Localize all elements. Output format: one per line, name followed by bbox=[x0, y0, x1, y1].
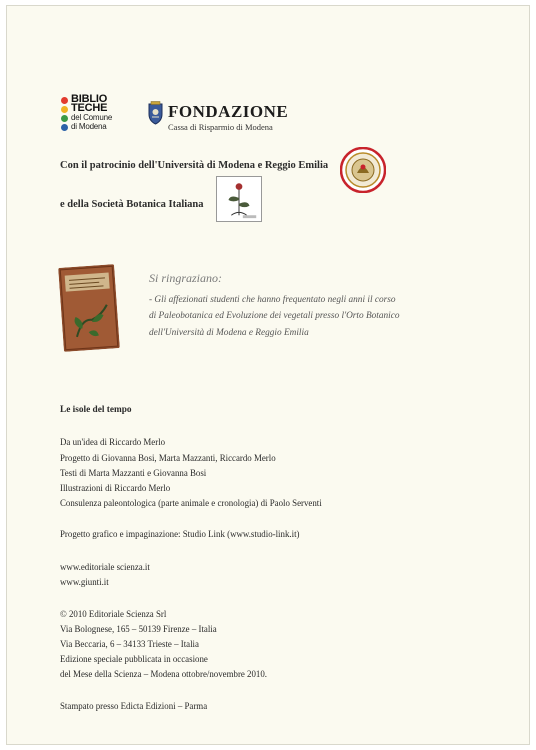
printer-note: Stampato presso Edicta Edizioni – Parma bbox=[60, 701, 208, 711]
book-title: Le isole del tempo bbox=[60, 405, 132, 415]
fondazione-crest-icon bbox=[147, 101, 164, 125]
credit-idea: Da un'idea di Riccardo Merlo bbox=[60, 437, 166, 447]
acknowledgements-line: - Gli affezionati studenti che hanno frequentato negli anni il corso bbox=[149, 295, 396, 305]
botanical-society-logo bbox=[216, 176, 262, 222]
book-cover-image bbox=[58, 264, 120, 352]
biblioteche-line4: di Modena bbox=[71, 122, 107, 131]
biblioteche-line2: TECHE bbox=[71, 102, 108, 114]
biblioteche-dots bbox=[61, 97, 69, 133]
acknowledgements-body bbox=[149, 292, 509, 341]
credit-consulting: Consulenza paleontologica (parte animale e cronologia) di Paolo Serventi bbox=[60, 498, 322, 508]
edition-note-line1: Edizione speciale pubblicata in occasione bbox=[60, 654, 208, 664]
website-editoriale-scienza: www.editoriale scienza.it bbox=[60, 562, 150, 572]
acknowledgements-title: Si ringraziano: bbox=[149, 271, 223, 285]
credit-texts: Testi di Marta Mazzanti e Giovanna Bosi bbox=[60, 468, 207, 478]
copyright-notice: © 2010 Editoriale Scienza Srl bbox=[60, 609, 167, 619]
acknowledgements-line: di Paleobotanica ed Evoluzione dei vegetali presso l'Orto Botanico bbox=[149, 311, 400, 322]
biblioteche-line3: del Comune bbox=[71, 113, 113, 122]
fondazione-title: FONDAZIONE bbox=[168, 102, 289, 121]
acknowledgements-line: dell'Università di Modena e Reggio Emilia bbox=[149, 327, 309, 338]
dot-green bbox=[61, 115, 68, 122]
dot-blue bbox=[61, 124, 68, 131]
university-patronage: Con il patrocinio dell'Università di Modena e Reggio Emilia bbox=[60, 160, 329, 171]
credit-illustrations: Illustrazioni di Riccardo Merlo bbox=[60, 483, 171, 493]
fondazione-subtitle: Cassa di Risparmio di Modena bbox=[168, 122, 273, 132]
biblioteche-line1: BIBLIO bbox=[71, 93, 108, 105]
biblioteche-logo bbox=[61, 95, 129, 139]
address-florence: Via Bolognese, 165 – 50139 Firenze – Italia bbox=[60, 624, 217, 634]
edition-note-line2: del Mese della Scienza – Modena ottobre/novembre 2010. bbox=[60, 669, 268, 679]
credit-graphics: Progetto grafico e impaginazione: Studio Link (www.studio-link.it) bbox=[60, 529, 300, 539]
dot-yellow bbox=[61, 106, 68, 113]
society-patronage: e della Società Botanica Italiana bbox=[60, 199, 204, 210]
website-giunti: www.giunti.it bbox=[60, 577, 109, 587]
dot-red bbox=[61, 97, 68, 104]
colophon-page bbox=[6, 5, 530, 745]
address-trieste: Via Beccaria, 6 – 34133 Trieste – Italia bbox=[60, 639, 199, 649]
university-seal-icon bbox=[340, 147, 386, 193]
credit-project: Progetto di Giovanna Bosi, Marta Mazzanti, Riccardo Merlo bbox=[60, 453, 276, 463]
